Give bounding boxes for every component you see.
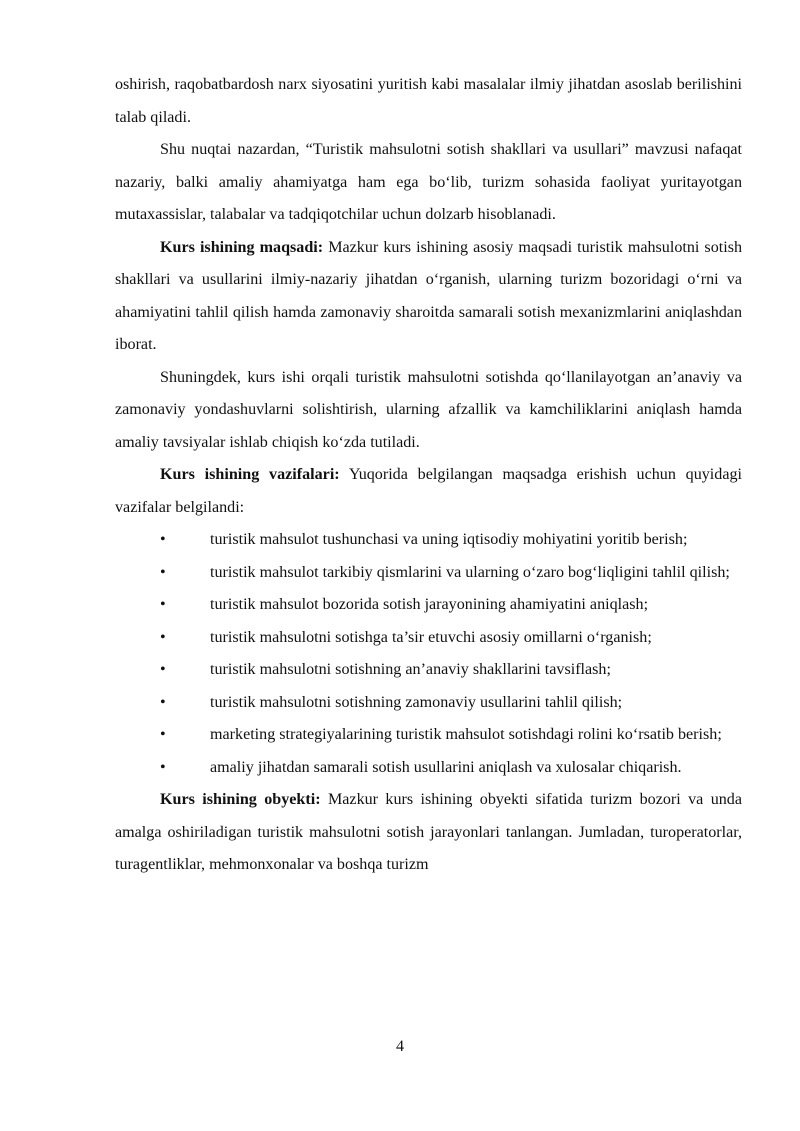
page-body bbox=[115, 69, 742, 882]
page-number: 4 bbox=[395, 1038, 405, 1055]
paragraph-intro-continuation: oshirish, raqobatbardosh narx siyosatini yuritish kabi masalalar ilmiy jihatdan asoslab berilishini talab qiladi. bbox=[115, 76, 742, 126]
tasks-text: Yuqorida belgilangan maqsadga erishish uchun quyidagi vazifalar belgilandi: bbox=[115, 466, 742, 516]
paragraph-object bbox=[115, 784, 742, 882]
paragraph-tasks bbox=[115, 459, 742, 524]
list-item-text: turistik mahsulotni sotishning an’anaviy shakllarini tavsiflash; bbox=[210, 661, 611, 678]
list-item bbox=[115, 654, 742, 687]
bullet-icon: • bbox=[160, 758, 166, 776]
list-item-text: turistik mahsulotni sotishning zamonaviy usullarini tahlil qilish; bbox=[210, 693, 623, 711]
goal-heading: Kurs ishining maqsadi: bbox=[160, 238, 324, 256]
object-heading: Kurs ishining obyekti: bbox=[160, 791, 321, 808]
paragraph-topic-relevance: Shu nuqtai nazardan, “Turistik mahsulotni sotish shakllari va usullari” mavzusi nafaqat nazariy, balki amaliy ahamiyatga ham ega bo‘lib, turizm sohasida faoliyat yuritayotgan mutaxassislar, talabalar va tadqiqotchilar uchun dolzarb hisoblanadi. bbox=[115, 141, 742, 223]
tasks-heading: Kurs ishining vazifalari: bbox=[160, 466, 340, 483]
bullet-icon: • bbox=[160, 726, 166, 743]
list-item-text: turistik mahsulot tushunchasi va uning iqtisodiy mohiyatini yoritib berish; bbox=[210, 531, 688, 548]
bullet-icon: • bbox=[160, 628, 166, 646]
bullet-icon: • bbox=[160, 531, 166, 548]
list-item-text: turistik mahsulot bozorida sotish jarayonining ahamiyatini aniqlash; bbox=[210, 596, 649, 613]
list-item-text: amaliy jihatdan samarali sotish usullarini aniqlash va xulosalar chiqarish. bbox=[210, 758, 682, 776]
goal-text: Mazkur kurs ishining asosiy maqsadi turistik mahsulotni sotish shakllari va usullarini ilmiy-nazariy jihatdan o‘rganish, ularning turizm bozoridagi o‘rni va ahamiyatini tahlil qilish hamda zamonaviy sharoitda samarali sotish mexanizmlarini aniqlashdan iborat. bbox=[115, 238, 742, 353]
bullet-icon: • bbox=[160, 693, 166, 711]
list-item bbox=[115, 524, 742, 557]
tasks-list bbox=[115, 524, 742, 784]
bullet-icon: • bbox=[160, 563, 166, 581]
list-item bbox=[115, 557, 742, 590]
list-item bbox=[115, 622, 742, 655]
bullet-icon: • bbox=[160, 661, 166, 678]
list-item bbox=[115, 752, 742, 785]
list-item bbox=[115, 589, 742, 622]
bullet-icon: • bbox=[160, 596, 166, 613]
list-item-text: turistik mahsulot tarkibiy qismlarini va ularning o‘zaro bog‘liqligini tahlil qilish; bbox=[210, 563, 730, 581]
object-text: Mazkur kurs ishining obyekti sifatida turizm bozori va unda amalga oshiriladigan turistik mahsulotni sotish jarayonlari tanlangan. Jumladan, turoperatorlar, turagentliklar, mehmonxonalar va boshqa turizm bbox=[115, 791, 742, 873]
list-item bbox=[115, 719, 742, 752]
list-item bbox=[115, 687, 742, 720]
paragraph-goal bbox=[115, 232, 742, 362]
paragraph-also: Shuningdek, kurs ishi orqali turistik mahsulotni sotishda qo‘llanilayotgan an’anaviy va zamonaviy yondashuvlarni solishtirish, ularning afzallik va kamchiliklarini aniqlash hamda amaliy tavsiyalar ishlab chiqish ko‘zda tutiladi. bbox=[115, 368, 742, 451]
list-item-text: turistik mahsulotni sotishga ta’sir etuvchi asosiy omillarni o‘rganish; bbox=[210, 628, 652, 646]
list-item-text: marketing strategiyalarining turistik mahsulot sotishdagi rolini ko‘rsatib berish; bbox=[210, 726, 722, 743]
